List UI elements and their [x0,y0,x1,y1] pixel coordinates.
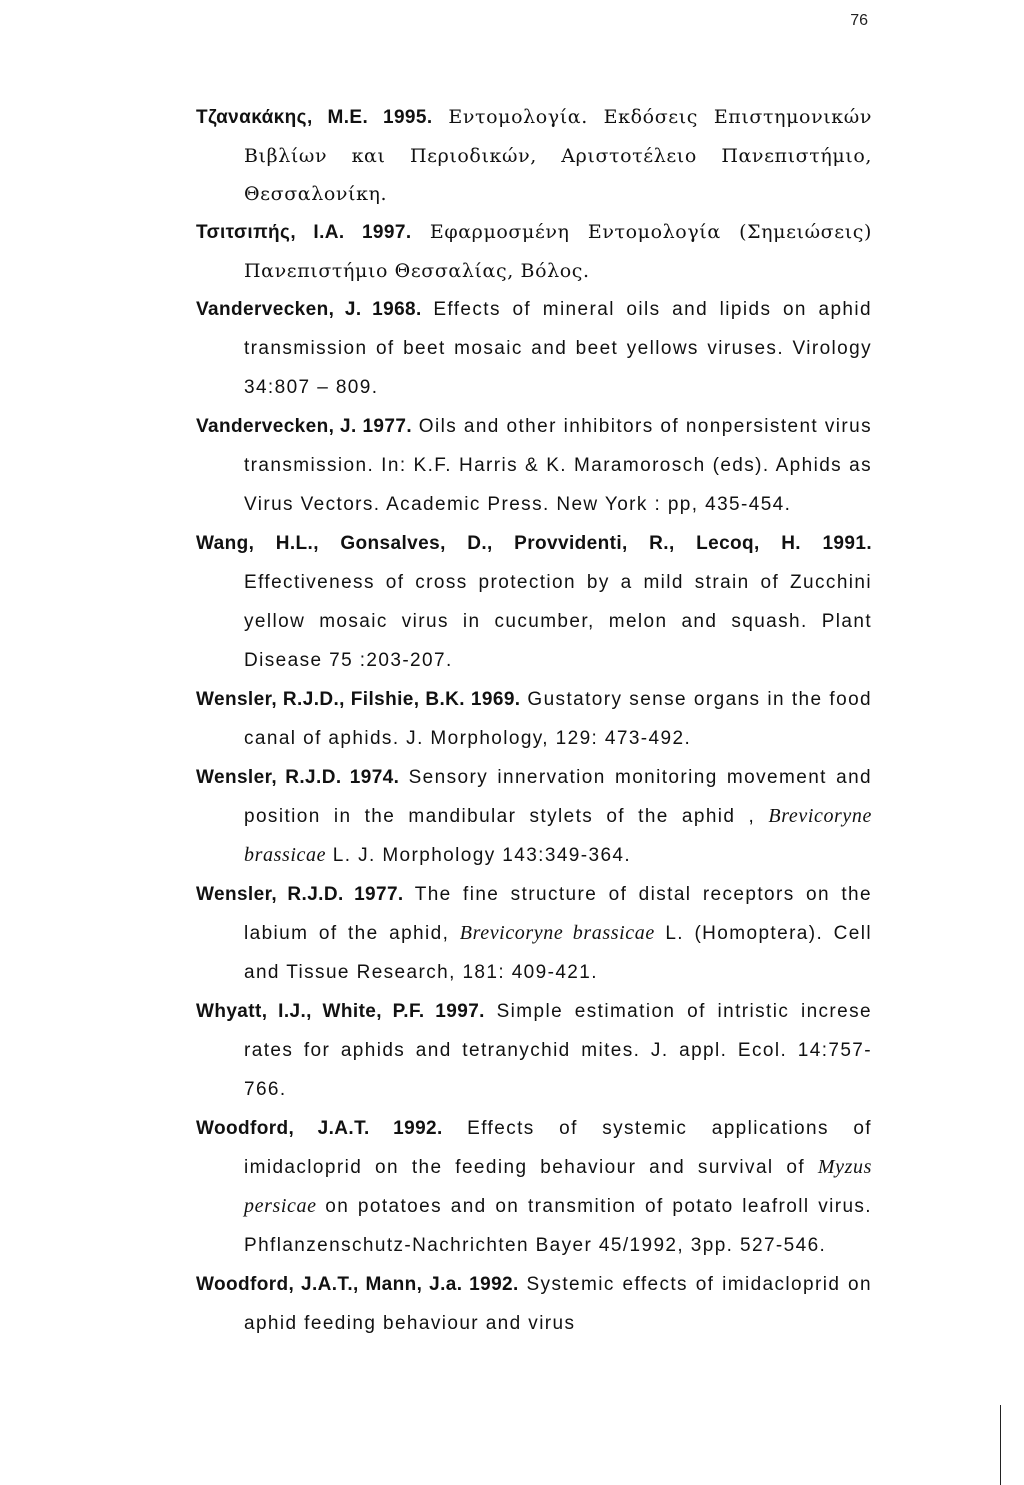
species-name: Myzus persicae [244,1156,872,1217]
reference-list [196,98,872,1343]
reference-entry [196,680,872,758]
reference-author: Wang, H.L., Gonsalves, D., Provvidenti, R., Lecoq, H. 1991. [196,533,872,554]
reference-author: Whyatt, I.J., White, P.F. 1997. [196,1001,485,1022]
reference-author: Vandervecken, J. 1977. [196,416,413,437]
reference-entry [196,213,872,290]
reference-entry [196,524,872,680]
reference-text: Sensory innervation monitoring movement and position in the mandibular stylets of the aphid , [244,767,872,827]
reference-author: Vandervecken, J. 1968. [196,299,422,320]
reference-author: Wensler, R.J.D. 1974. [196,767,400,788]
reference-author: Wensler, R.J.D. 1977. [196,884,404,905]
reference-entry [196,992,872,1109]
reference-text: Gustatory sense organs in the food canal of aphids. J. Morphology, 129: 473-492. [244,689,873,749]
reference-text: Effectiveness of cross protection by a mild strain of Zucchini yellow mosaic virus in cucumber, melon and squash. Plant Disease 75 :203-207. [244,572,872,671]
reference-entry [196,758,872,875]
reference-entry [196,1109,872,1265]
reference-author: Woodford, J.A.T., Mann, J.a. 1992. [196,1274,519,1295]
reference-author: Woodford, J.A.T. 1992. [196,1118,443,1139]
reference-entry [196,407,872,524]
reference-text: Oils and other inhibitors of nonpersistent virus transmission. In: K.F. Harris & K. Maramorosch (eds). Aphids as Virus Vectors. Academic Press. New York : pp, 435-454. [244,416,872,515]
species-name: Brevicoryne brassicae [459,922,655,944]
reference-entry [196,98,872,213]
reference-author: Wensler, R.J.D., Filshie, B.K. 1969. [196,689,521,710]
page-edge-line [1000,1405,1001,1485]
reference-entry [196,1265,872,1343]
reference-author: Τσιτσιπής, Ι.Α. 1997. [196,222,412,243]
reference-entry [196,290,872,407]
reference-text: L. J. Morphology 143:349-364. [326,845,632,866]
page-number: 76 [850,12,868,29]
reference-text: Simple estimation of intristic increse rates for aphids and tetranychid mites. J. appl. Ecol. 14:757-766. [244,1001,872,1100]
reference-text: Effects of mineral oils and lipids on aphid transmission of beet mosaic and beet yellows viruses. Virology 34:807 – 809. [244,299,872,398]
reference-author: Τζανακάκης, Μ.Ε. 1995. [196,107,433,128]
reference-text: on potatoes and on transmition of potato leafroll virus. Phflanzenschutz-Nachrichten Bayer 45/1992, 3pp. 527-546. [244,1196,872,1256]
reference-text: Εντομολογία. Εκδόσεις Επιστημονικών Βιβλίων και Περιοδικών, Αριστοτέλειο Πανεπιστήμιο, Θεσσαλονίκη. [244,106,872,205]
reference-entry [196,875,872,992]
reference-text: Systemic effects of imidacloprid on aphid feeding behaviour and virus [244,1274,872,1334]
reference-text: Effects of systemic applications of imidacloprid on the feeding behaviour and survival of [244,1118,872,1178]
reference-text: Εφαρμοσμένη Εντομολογία (Σημειώσεις) Πανεπιστήμιο Θεσσαλίας, Βόλος. [244,221,872,282]
reference-text: L. (Homoptera). Cell and Tissue Research, 181: 409-421. [244,923,872,983]
species-name: Brevicoryne brassicae [244,805,872,866]
reference-text: The fine structure of distal receptors on the labium of the aphid, [244,884,872,944]
